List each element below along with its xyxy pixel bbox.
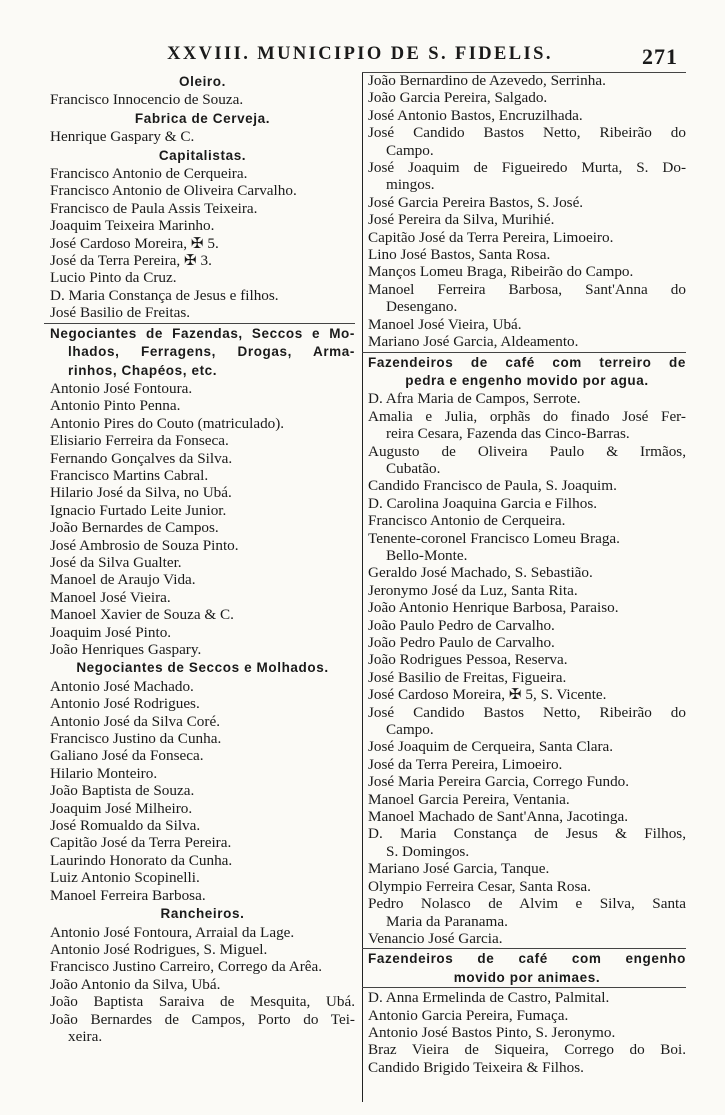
- list-item: Braz Vieira de Siqueira, Corrego do Boi.: [368, 1041, 686, 1059]
- list-item: Antonio José Bastos Pinto, S. Jeronymo.: [368, 1023, 616, 1041]
- list-item: Pedro Nolasco de Alvim e Silva, Santa: [368, 895, 686, 913]
- list-item: Antonio José Fontoura, Arraial da Lage.: [50, 923, 295, 941]
- list-item-continuation: Maria da Paranama.: [386, 912, 508, 930]
- column-top-rule: [362, 72, 686, 73]
- page-number: 271: [642, 44, 678, 69]
- list-item: Hilario Monteiro.: [50, 764, 158, 782]
- section-heading-agua-line-1: Fazendeiros de café com terreiro de: [368, 354, 686, 370]
- list-item: Manoel José Vieira, Ubá.: [368, 315, 522, 333]
- list-item: Manoel Ferreira Barbosa.: [50, 886, 206, 904]
- list-item: Francisco Justino da Cunha.: [50, 730, 222, 748]
- list-item: Francisco de Paula Assis Teixeira.: [50, 199, 258, 217]
- list-item: D. Anna Ermelinda de Castro, Palmital.: [368, 989, 610, 1007]
- list-item: Galiano José da Fonseca.: [50, 747, 204, 765]
- list-item: João Garcia Pereira, Salgado.: [368, 89, 548, 107]
- section-heading-oleiro: Oleiro.: [179, 74, 226, 89]
- list-item: José da Terra Pereira, Limoeiro.: [368, 755, 563, 773]
- list-item: Antonio Garcia Pereira, Fumaça.: [368, 1006, 569, 1024]
- section-heading-fabrica: Fabrica de Cerveja.: [134, 110, 271, 126]
- list-item: João Bernardes de Campos.: [50, 519, 219, 537]
- list-item: João Henriques Gaspary.: [50, 641, 202, 658]
- list-item: Venancio José Garcia.: [368, 929, 503, 947]
- list-item: Elisiario Ferreira da Fonseca.: [50, 432, 229, 450]
- list-item: Jeronymo José da Luz, Santa Rita.: [368, 581, 578, 599]
- list-item: João Bernardes de Campos, Porto do Tei-: [50, 1010, 355, 1028]
- running-title: XXVIII. MUNICIPIO DE S. FIDELIS.: [167, 44, 553, 64]
- list-item: Manços Lomeu Braga, Ribeirão do Campo.: [368, 263, 634, 281]
- list-item: Francisco Martins Cabral.: [50, 466, 209, 484]
- list-item: José Ambrosio de Souza Pinto.: [50, 536, 239, 554]
- list-item-continuation: Cubatão.: [386, 459, 441, 477]
- list-item-continuation: mingos.: [386, 176, 435, 194]
- list-item: D. Carolina Joaquina Garcia e Filhos.: [368, 494, 598, 512]
- section-heading-capitalistas: Capitalistas.: [158, 147, 247, 163]
- list-item-continuation: S. Domingos.: [386, 842, 470, 860]
- list-item: Manoel Machado de Sant'Anna, Jacotinga.: [368, 808, 629, 826]
- list-item: Antonio Pires do Couto (matriculado).: [50, 414, 285, 432]
- list-item: Ignacio Furtado Leite Junior.: [50, 501, 227, 519]
- section-rule: [362, 948, 686, 949]
- list-item: Tenente-coronel Francisco Lomeu Braga.: [368, 529, 620, 547]
- list-item: Luiz Antonio Scopinelli.: [50, 869, 200, 887]
- list-item: João Baptista Saraiva de Mesquita, Ubá.: [50, 993, 355, 1011]
- list-item-continuation: xeira.: [68, 1027, 103, 1045]
- list-item: Joaquim Teixeira Marinho.: [50, 217, 215, 235]
- list-item: Antonio José da Silva Coré.: [50, 712, 220, 730]
- section-heading-animaes-line-1: Fazendeiros de café com engenho: [368, 951, 686, 967]
- list-item: José Garcia Pereira Bastos, S. José.: [368, 193, 584, 211]
- list-item: Laurindo Honorato da Cunha.: [50, 851, 233, 869]
- list-item: Antonio José Rodrigues.: [50, 695, 200, 713]
- list-item-continuation: Desengano.: [386, 298, 458, 316]
- list-item: José Pereira da Silva, Murihié.: [368, 211, 555, 229]
- list-item: Joaquim José Milheiro.: [50, 799, 193, 817]
- list-item: Fernando Gonçalves da Silva.: [50, 449, 233, 467]
- list-item: José Cardoso Moreira, ✠ 5.: [50, 234, 219, 252]
- list-item: D. Maria Constança de Jesus e filhos.: [50, 286, 279, 304]
- list-item: João Paulo Pedro de Carvalho.: [368, 616, 555, 634]
- list-item: José Joaquim de Cerqueira, Santa Clara.: [368, 738, 614, 756]
- list-item: Mariano José Garcia, Aldeamento.: [368, 333, 579, 351]
- list-item: Candido Brigido Teixeira & Filhos.: [368, 1058, 584, 1076]
- right-column: [368, 72, 686, 1076]
- list-item: Antonio José Machado.: [50, 677, 194, 695]
- list-item: Francisco Antonio de Oliveira Carvalho.: [50, 182, 297, 200]
- list-item: Manoel de Araujo Vida.: [50, 571, 196, 589]
- list-item: José da Silva Gualter.: [50, 553, 182, 571]
- list-item: José Cardoso Moreira, ✠ 5, S. Vicente.: [368, 686, 607, 704]
- list-item: Francisco Antonio de Cerqueira.: [50, 165, 248, 183]
- list-item: José Candido Bastos Netto, Ribeirão do: [368, 124, 686, 142]
- list-item: Geraldo José Machado, S. Sebastião.: [368, 564, 593, 582]
- list-item: João Baptista de Souza.: [50, 782, 195, 800]
- list-item: João Antonio Henrique Barbosa, Paraiso.: [368, 599, 619, 617]
- list-item: Candido Francisco de Paula, S. Joaquim.: [368, 477, 617, 495]
- section-heading-fazendas-line-1: Negociantes de Fazendas, Seccos e Mo-: [50, 325, 355, 341]
- list-item: José Romualdo da Silva.: [50, 817, 201, 835]
- list-item: Capitão José da Terra Pereira.: [50, 834, 232, 852]
- list-item: D. Maria Constança de Jesus & Filhos,: [368, 825, 686, 843]
- section-rule: [362, 987, 686, 988]
- list-item: Joaquim José Pinto.: [50, 623, 172, 641]
- list-item: Lucio Pinto da Cruz.: [50, 269, 177, 287]
- list-item: Francisco Antonio de Cerqueira.: [368, 512, 566, 530]
- list-item: Mariano José Garcia, Tanque.: [368, 860, 550, 878]
- list-item: José Joaquim de Figueiredo Murta, S. Do-: [368, 159, 686, 177]
- section-heading-animaes-line-2: movido por animaes.: [453, 969, 601, 985]
- list-item: José Candido Bastos Netto, Ribeirão do: [368, 703, 686, 721]
- list-item: João Antonio da Silva, Ubá.: [50, 975, 221, 993]
- list-item: Antonio Pinto Penna.: [50, 397, 181, 415]
- list-item-continuation: Campo.: [386, 721, 434, 739]
- list-item: José Maria Pereira Garcia, Corrego Fundo.: [368, 773, 630, 791]
- list-item: Francisco Innocencio de Souza.: [50, 91, 244, 109]
- section-heading-fazendas-line-3: rinhos, Chapéos, etc.: [68, 362, 218, 378]
- list-item: José da Terra Pereira, ✠ 3.: [50, 252, 212, 270]
- section-heading-rancheiros: Rancheiros.: [160, 906, 245, 922]
- list-item: João Rodrigues Pessoa, Reserva.: [368, 651, 568, 669]
- section-heading-fazendas-line-2: lhados, Ferragens, Drogas, Arma-: [68, 344, 355, 360]
- list-item: Manoel Garcia Pereira, Ventania.: [368, 790, 570, 808]
- section-rule: [362, 352, 686, 353]
- list-item: Antonio José Rodrigues, S. Miguel.: [50, 940, 268, 958]
- list-item: Francisco Justino Carreiro, Corrego da Arêa.: [50, 958, 323, 976]
- list-item: Henrique Gaspary & C.: [50, 128, 195, 146]
- list-item-continuation: Bello-Monte.: [386, 546, 468, 564]
- list-item: João Pedro Paulo de Carvalho.: [368, 634, 555, 651]
- section-rule: [44, 323, 355, 324]
- section-heading-seccos: Negociantes de Seccos e Molhados.: [76, 660, 329, 676]
- list-item-continuation: Campo.: [386, 141, 434, 159]
- list-item: Manoel Ferreira Barbosa, Sant'Anna do: [368, 280, 686, 298]
- list-item: João Bernardino de Azevedo, Serrinha.: [368, 72, 606, 89]
- left-column: [50, 72, 355, 1045]
- list-item: Manoel Xavier de Souza & C.: [50, 606, 234, 624]
- list-item: Lino José Bastos, Santa Rosa.: [368, 246, 551, 264]
- list-item: Capitão José da Terra Pereira, Limoeiro.: [368, 228, 614, 246]
- section-heading-agua-line-2: pedra e engenho movido por agua.: [405, 372, 649, 388]
- list-item: Manoel José Vieira.: [50, 588, 171, 606]
- list-item: Hilario José da Silva, no Ubá.: [50, 484, 232, 502]
- list-item: Olympio Ferreira Cesar, Santa Rosa.: [368, 877, 591, 895]
- list-item: José Basilio de Freitas.: [50, 304, 191, 322]
- list-item: Amalia e Julia, orphãs do finado José Fer-: [368, 407, 686, 425]
- list-item: José Basilio de Freitas, Figueira.: [368, 668, 567, 686]
- list-item: Augusto de Oliveira Paulo & Irmãos,: [368, 442, 686, 460]
- list-item: José Antonio Bastos, Encruzilhada.: [368, 106, 583, 124]
- list-item: D. Afra Maria de Campos, Serrote.: [368, 390, 581, 408]
- list-item-continuation: reira Cesara, Fazenda das Cinco-Barras.: [386, 425, 630, 443]
- list-item: Antonio José Fontoura.: [50, 379, 193, 397]
